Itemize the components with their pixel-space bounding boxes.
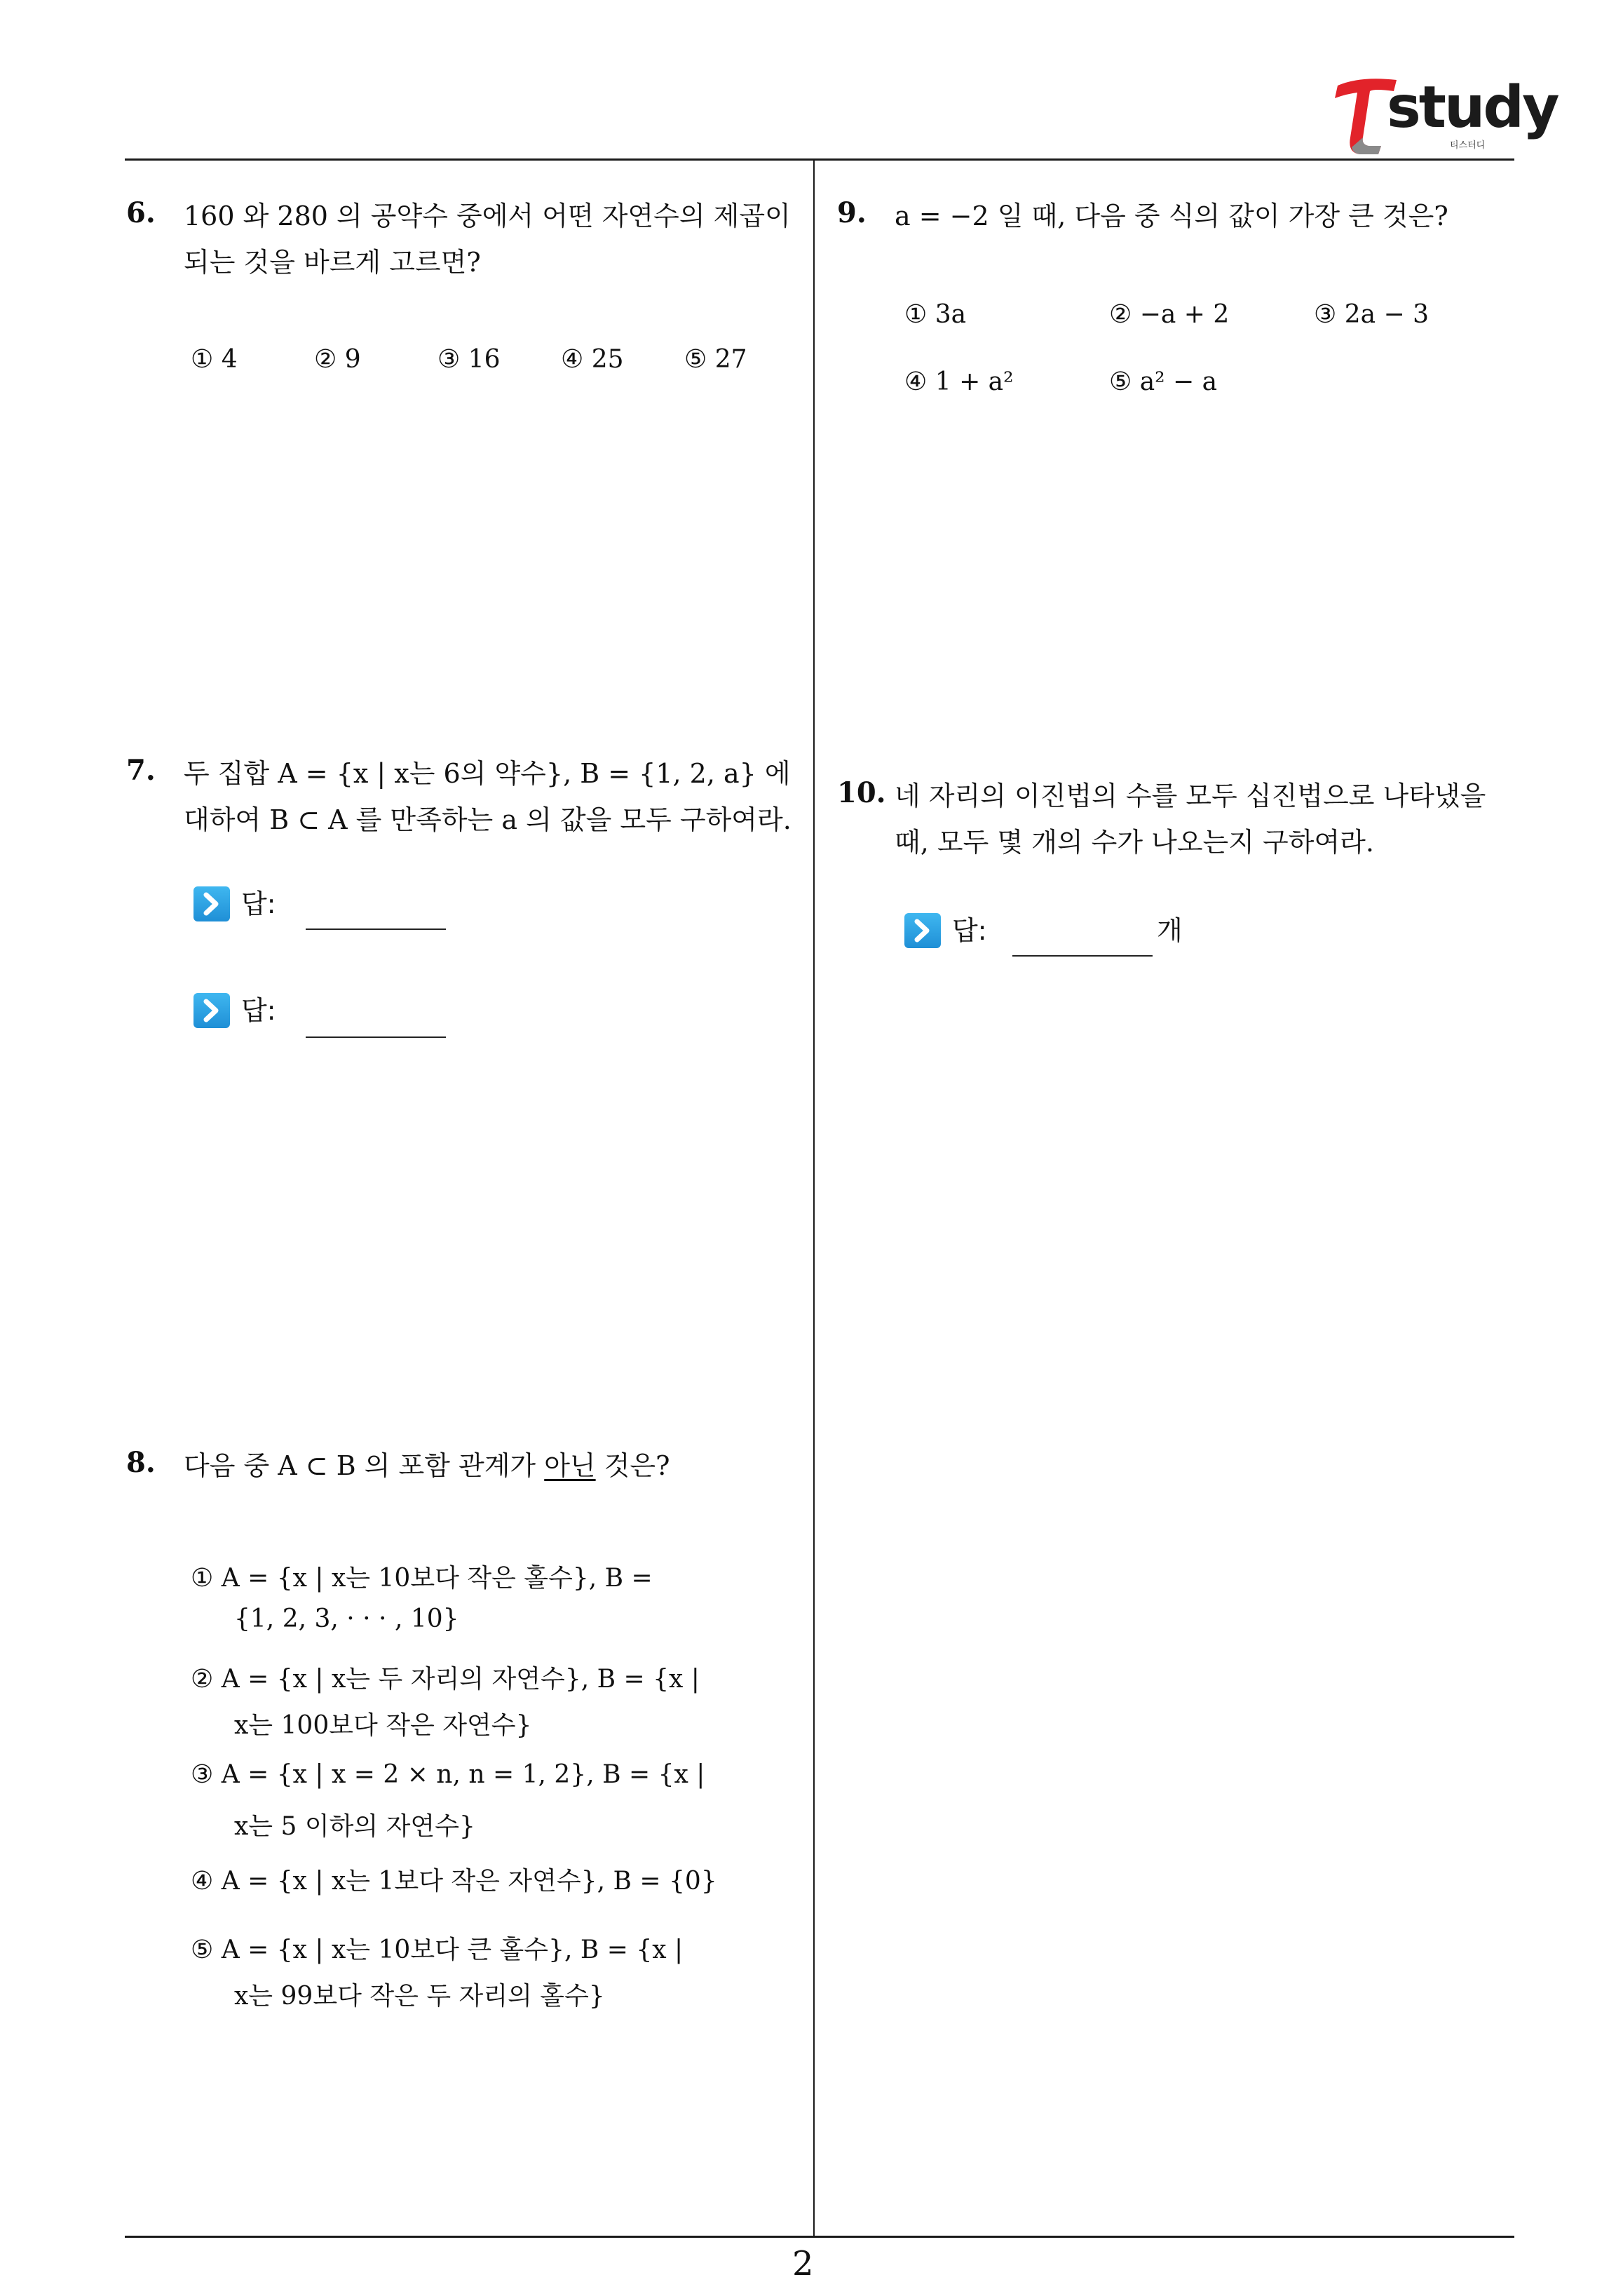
chevron-right-icon xyxy=(904,913,941,948)
q9-option-2[interactable]: ② −a + 2 xyxy=(1109,300,1230,329)
q7-answer-blank-1[interactable] xyxy=(306,928,446,930)
q10-number: 10. xyxy=(837,776,886,809)
q8-number: 8. xyxy=(126,1446,156,1479)
q7-text-line1: 두 집합 A = {x | x는 6의 약수}, B = {1, 2, a} 에 xyxy=(184,758,791,789)
q7-answer-label-1: 답: xyxy=(241,889,276,919)
q10-text-line2: 때, 모두 몇 개의 수가 나오는지 구하여라. xyxy=(895,827,1374,858)
q9-text: a = −2 일 때, 다음 중 식의 값이 가장 큰 것은? xyxy=(895,201,1448,231)
q6-option-5[interactable]: ⑤ 27 xyxy=(684,345,747,374)
q8-text-before: 다음 중 A ⊂ B 의 포함 관계가 xyxy=(184,1450,545,1481)
q9-option-5[interactable]: ⑤ a² − a xyxy=(1109,367,1218,396)
q8-option-3-line2: x는 5 이하의 자연수} xyxy=(234,1812,475,1841)
q8-option-3-line1[interactable]: ③ A = {x | x = 2 × n, n = 1, 2}, B = {x | xyxy=(191,1760,705,1789)
q9-option-4[interactable]: ④ 1 + a² xyxy=(904,367,1014,396)
q8-option-2-line1[interactable]: ② A = {x | x는 두 자리의 자연수}, B = {x | xyxy=(191,1665,700,1694)
logo-word: study xyxy=(1387,74,1558,141)
q8-option-5-line1[interactable]: ⑤ A = {x | x는 10보다 큰 홀수}, B = {x | xyxy=(191,1936,684,1964)
q7-text-line2: 대하여 B ⊂ A 를 만족하는 a 의 값을 모두 구하여라. xyxy=(184,804,792,835)
column-divider xyxy=(813,160,815,2237)
q7-answer-row-2 xyxy=(193,989,474,1031)
q7-answer-row-1 xyxy=(193,882,474,924)
tstudy-logo xyxy=(1332,70,1558,154)
q6-option-4[interactable]: ④ 25 xyxy=(561,345,624,374)
q8-option-4-line1[interactable]: ④ A = {x | x는 1보다 작은 자연수}, B = {0} xyxy=(191,1867,717,1896)
q7-answer-label-2: 답: xyxy=(241,995,276,1026)
q8-option-5-line2: x는 99보다 작은 두 자리의 홀수} xyxy=(234,1982,605,2011)
page-number: 2 xyxy=(792,2244,814,2283)
q6-option-2[interactable]: ② 9 xyxy=(314,345,361,374)
q8-text-underlined: 아닌 xyxy=(544,1450,596,1481)
q10-text-line1: 네 자리의 이진법의 수를 모두 십진법으로 나타냈을 xyxy=(895,781,1486,811)
header-rule xyxy=(125,158,1514,161)
q6-option-1[interactable]: ① 4 xyxy=(191,345,238,374)
q8-text xyxy=(184,1443,670,1489)
chevron-right-icon xyxy=(193,993,230,1028)
footer-rule xyxy=(125,2236,1514,2238)
q9-number: 9. xyxy=(837,196,867,229)
q6-text-line1: 160 와 280 의 공약수 중에서 어떤 자연수의 제곱이 xyxy=(184,201,791,231)
q10-answer-row xyxy=(904,909,1227,951)
q7-answer-blank-2[interactable] xyxy=(306,1036,446,1038)
q8-option-1-line2: {1, 2, 3, · · · , 10} xyxy=(234,1605,459,1633)
logo-subtext: 티스터디 xyxy=(1450,140,1486,151)
q10-answer-label: 답: xyxy=(952,915,987,946)
q10-answer-unit: 개 xyxy=(1157,915,1183,946)
q8-text-after: 것은? xyxy=(595,1450,670,1481)
q8-option-1-line1[interactable]: ① A = {x | x는 10보다 작은 홀수}, B = xyxy=(191,1564,653,1593)
q6-option-3[interactable]: ③ 16 xyxy=(437,345,501,374)
q7-number: 7. xyxy=(126,754,156,787)
q10-answer-blank[interactable] xyxy=(1012,955,1153,957)
q9-option-1[interactable]: ① 3a xyxy=(904,300,967,329)
q6-number: 6. xyxy=(126,196,156,229)
chevron-right-icon xyxy=(193,886,230,921)
q9-option-3[interactable]: ③ 2a − 3 xyxy=(1314,300,1430,329)
q6-text-line2: 되는 것을 바르게 고르면? xyxy=(184,247,481,278)
q8-option-2-line2: x는 100보다 작은 자연수} xyxy=(234,1711,532,1740)
